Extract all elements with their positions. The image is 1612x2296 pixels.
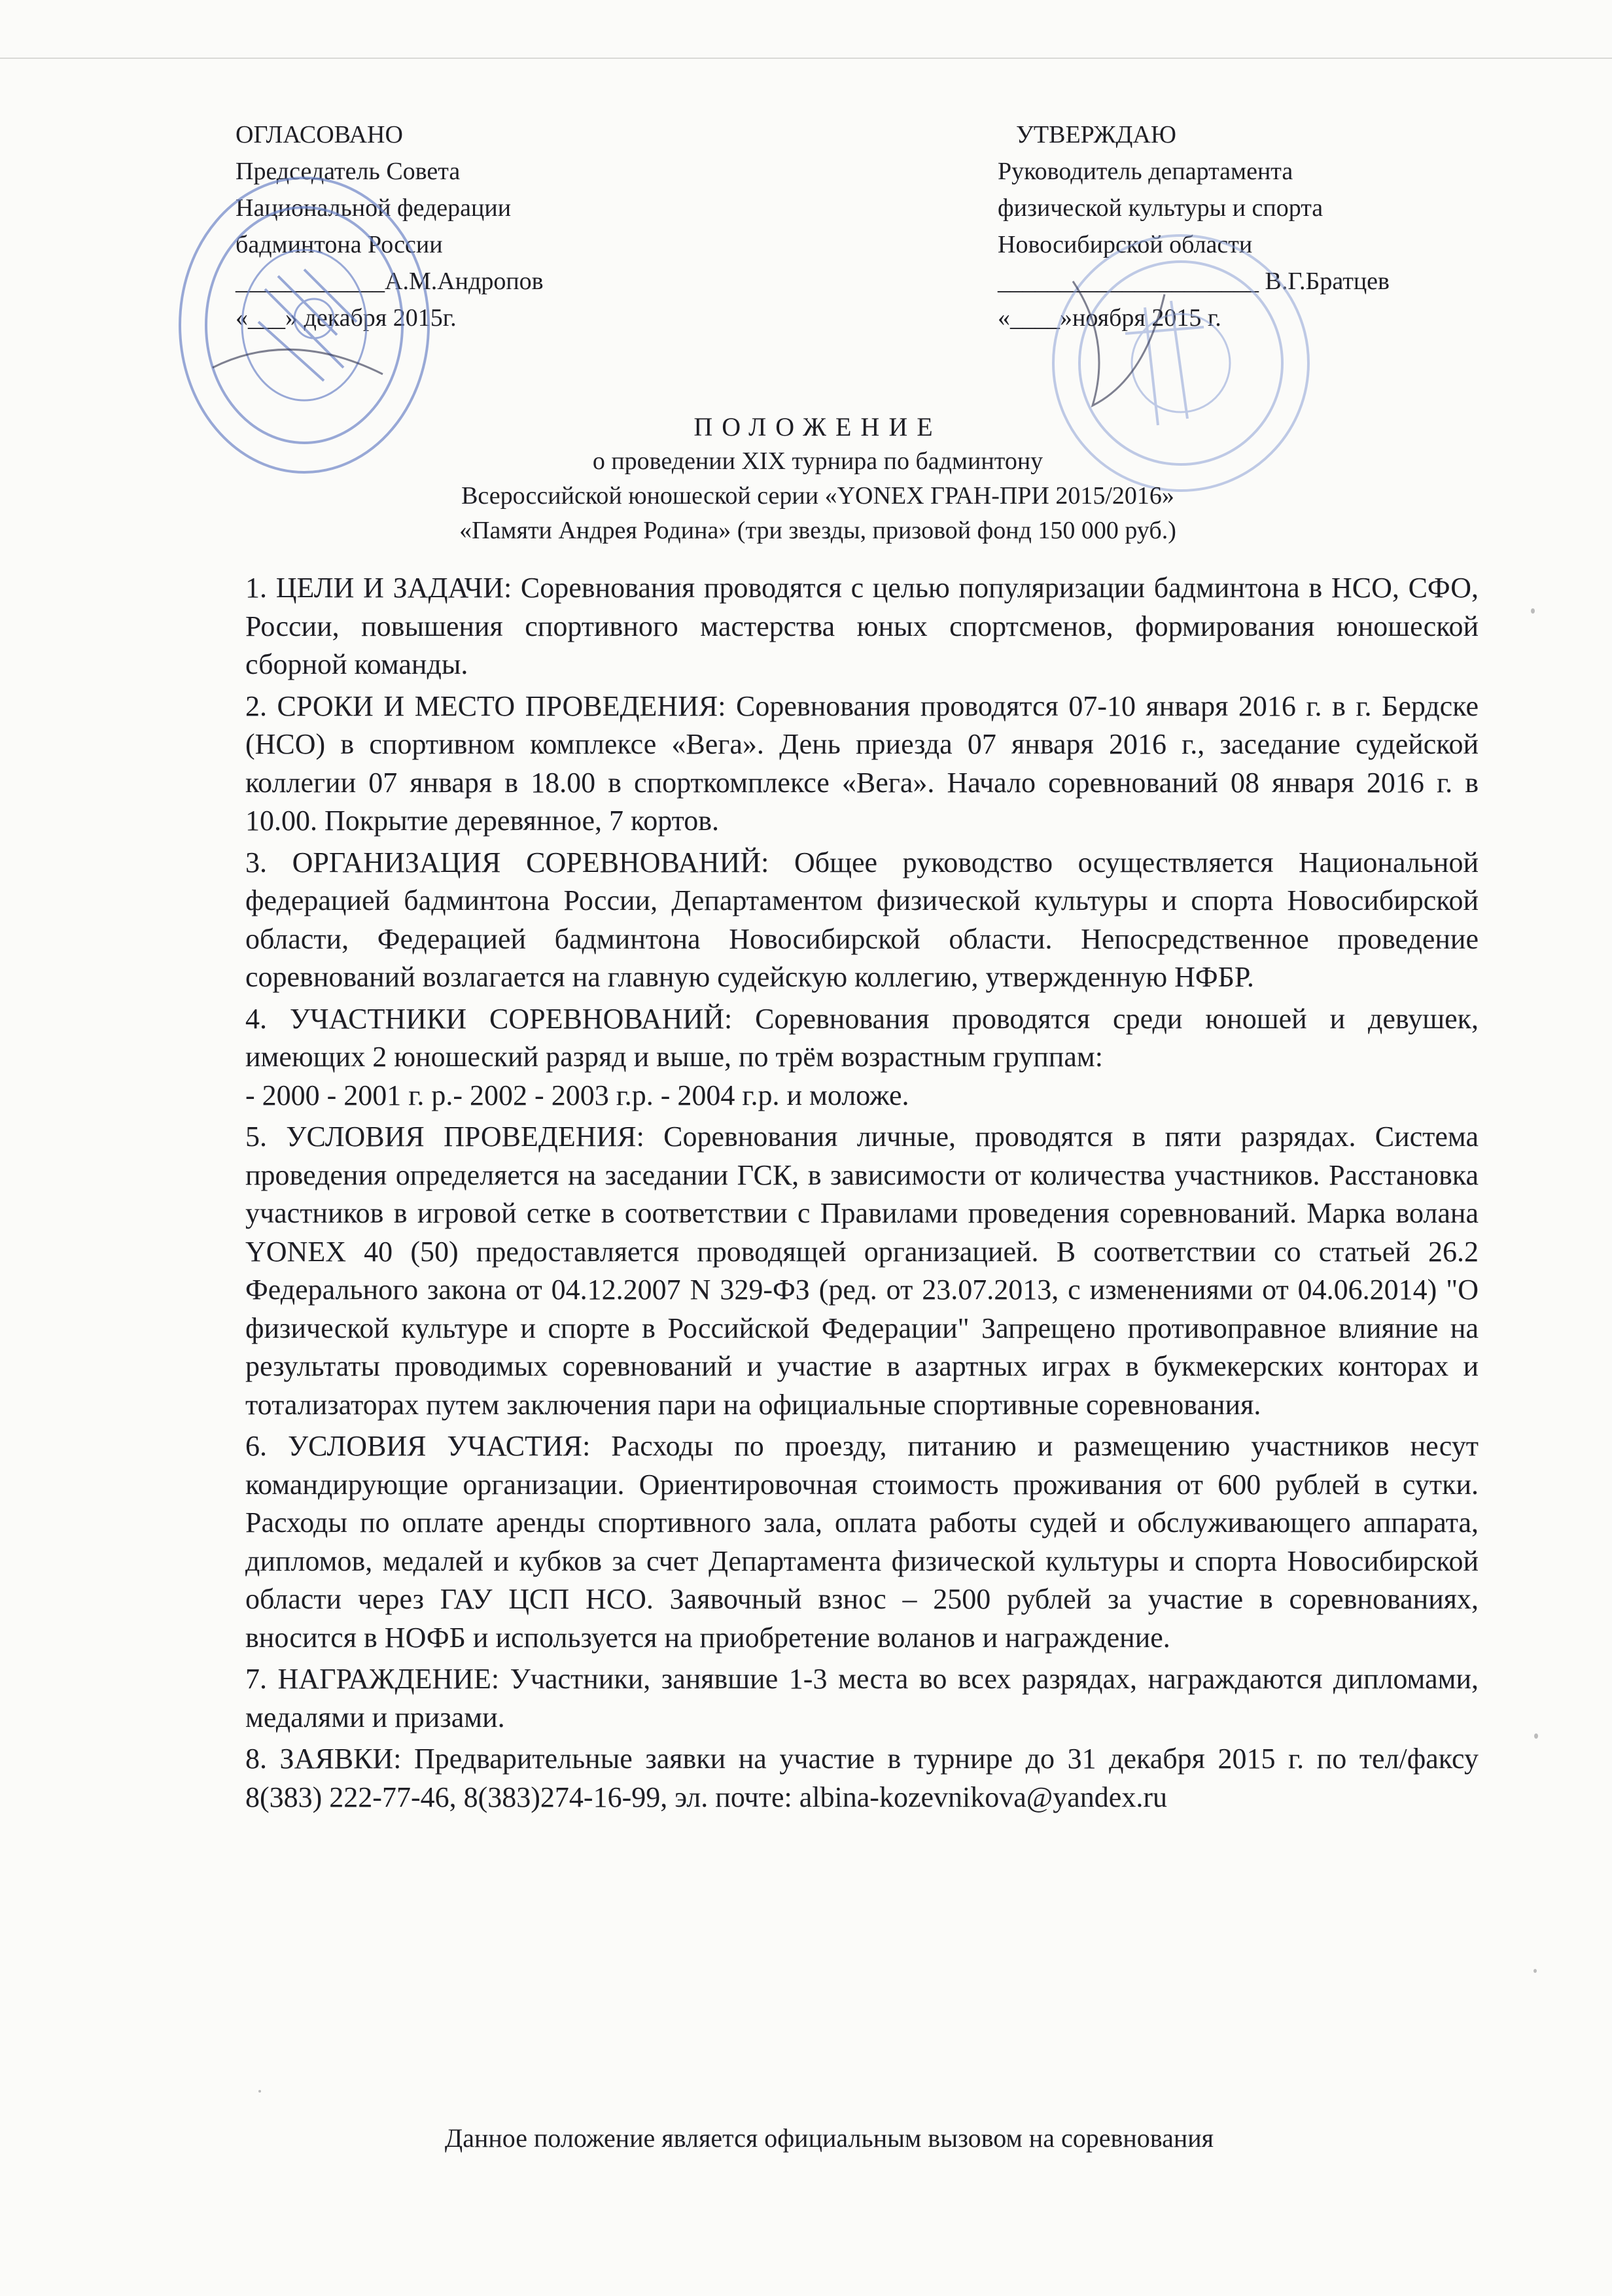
scan-speck	[1533, 1969, 1537, 1973]
approval-left-position: Председатель Совета	[236, 158, 461, 185]
approval-left-date: «___» декабря 2015г.	[236, 304, 457, 332]
section-participants-age-groups: - 2000 - 2001 г. р.- 2002 - 2003 г.р. - 2004 г.р. и моложе.	[245, 1079, 909, 1111]
document-body	[245, 569, 1479, 1820]
document-subtitle-2: Всероссийской юношеской серии «YONEX ГРАН-ПРИ 2015/2016»	[461, 482, 1174, 510]
approval-left-organization-2: бадминтона России	[236, 231, 443, 258]
section-participants: 4. УЧАСТНИКИ СОРЕВНОВАНИЙ: Соревнования проводятся среди юношей и девушек, имеющих 2 юношеский разряд и выше, по трём возрастным группам:	[245, 1002, 1479, 1073]
scan-speck	[258, 2090, 261, 2093]
section-participation-terms: 6. УСЛОВИЯ УЧАСТИЯ: Расходы по проезду, питанию и размещению участников несут командирующие организации. Ориентировочная стоимость проживания от 600 рублей в сутки. Расходы по оплате аренды спортивного зала, оплата работы судей и обслуживающего аппарата, дипломов, медалей и кубков за счет Департамента физической культуры и спорта Новосибирской области через ГАУ ЦСП НСО. Заявочный взнос – 2500 рублей за участие в соревнованиях, вносится в НОФБ и используется на приобретение воланов и награждение.	[245, 1430, 1479, 1654]
approval-right-heading: УТВЕРЖДАЮ	[1016, 121, 1176, 148]
section-dates-venue: 2. СРОКИ И МЕСТО ПРОВЕДЕНИЯ: Соревнования проводятся 07-10 января 2016 г. в г. Бердске (НСО) в спортивном комплексе «Вега». День приезда 07 января 2016 г., заседание судейской коллегии 07 января в 18.00 в спорткомплексе «Вега». Начало соревнований 08 января 2016 г. в 10.00. Покрытие деревянное, 7 кортов.	[245, 689, 1479, 837]
approval-right-date: «____»ноября 2015 г.	[998, 304, 1221, 332]
document-title: ПОЛОЖЕНИЕ	[693, 412, 942, 442]
approval-left-signature-line: ____________А.М.Андропов	[236, 268, 544, 295]
section-applications: 8. ЗАЯВКИ: Предварительные заявки на участие в турнире до 31 декабря 2015 г. по тел/факсу 8(383) 222-77-46, 8(383)274-16-99, эл. почте: albina-kozevnikova@yandex.ru	[245, 1743, 1479, 1813]
section-goals: 1. ЦЕЛИ И ЗАДАЧИ: Соревнования проводятся с целью популяризации бадминтона в НСО, СФО, России, повышения спортивного мастерства юных спортсменов, формирования юношеской сборной команды.	[245, 572, 1479, 680]
document-subtitle-3: «Памяти Андрея Родина» (три звезды, призовой фонд 150 000 руб.)	[459, 517, 1176, 544]
approval-right-signature-line: _____________________ В.Г.Братцев	[998, 268, 1390, 295]
document-subtitle-1: о проведении XIX турнира по бадминтону	[592, 447, 1043, 475]
section-organization: 3. ОРГАНИЗАЦИЯ СОРЕВНОВАНИЙ: Общее руководство осуществляется Национальной федерацией бадминтона России, Департаментом физической культуры и спорта Новосибирской области, Федерацией бадминтона Новосибирской области. Непосредственное проведение соревнований возлагается на главную судейскую коллегию, утвержденную НФБР.	[245, 846, 1479, 993]
approval-right-position: Руководитель департамента	[998, 158, 1293, 185]
scan-speck	[1531, 608, 1535, 614]
scan-speck	[1534, 1733, 1538, 1739]
signature-mark	[213, 349, 383, 374]
section-awards: 7. НАГРАЖДЕНИЕ: Участники, занявшие 1-3 места во всех разрядах, награждаются дипломами, медалями и призами.	[245, 1663, 1479, 1733]
approval-right-organization: физической культуры и спорта	[998, 194, 1323, 222]
section-conditions: 5. УСЛОВИЯ ПРОВЕДЕНИЯ: Соревнования личные, проводятся в пяти разрядах. Система проведения определяется на заседании ГСК, в зависимости от количества участников. Расстановка участников в игровой сетке в соответствии с Правилами проведения соревнований. Марка волана YONEX 40 (50) предоставляется проводящей организацией. В соответствии со статьей 26.2 Федерального закона от 04.12.2007 N 329-ФЗ (ред. от 23.07.2013, с изменениями от 04.06.2014) "О физической культуре и спорте в Российской Федерации" Запрещено противоправное влияние на результаты проводимых соревнований и участие в азартных играх в букмекерских конторах и тотализаторах путем заключения пари на официальные спортивные соревнования.	[245, 1121, 1479, 1421]
approval-left-heading: ОГЛАСОВАНО	[236, 121, 403, 148]
approval-left-organization: Национальной федерации	[236, 194, 512, 222]
approval-right-organization-2: Новосибирской области	[998, 231, 1253, 258]
document-footer-note: Данное положение является официальным вызовом на соревнования	[444, 2123, 1214, 2153]
signature-mark	[1073, 281, 1165, 406]
scan-edge-line	[0, 58, 1612, 59]
